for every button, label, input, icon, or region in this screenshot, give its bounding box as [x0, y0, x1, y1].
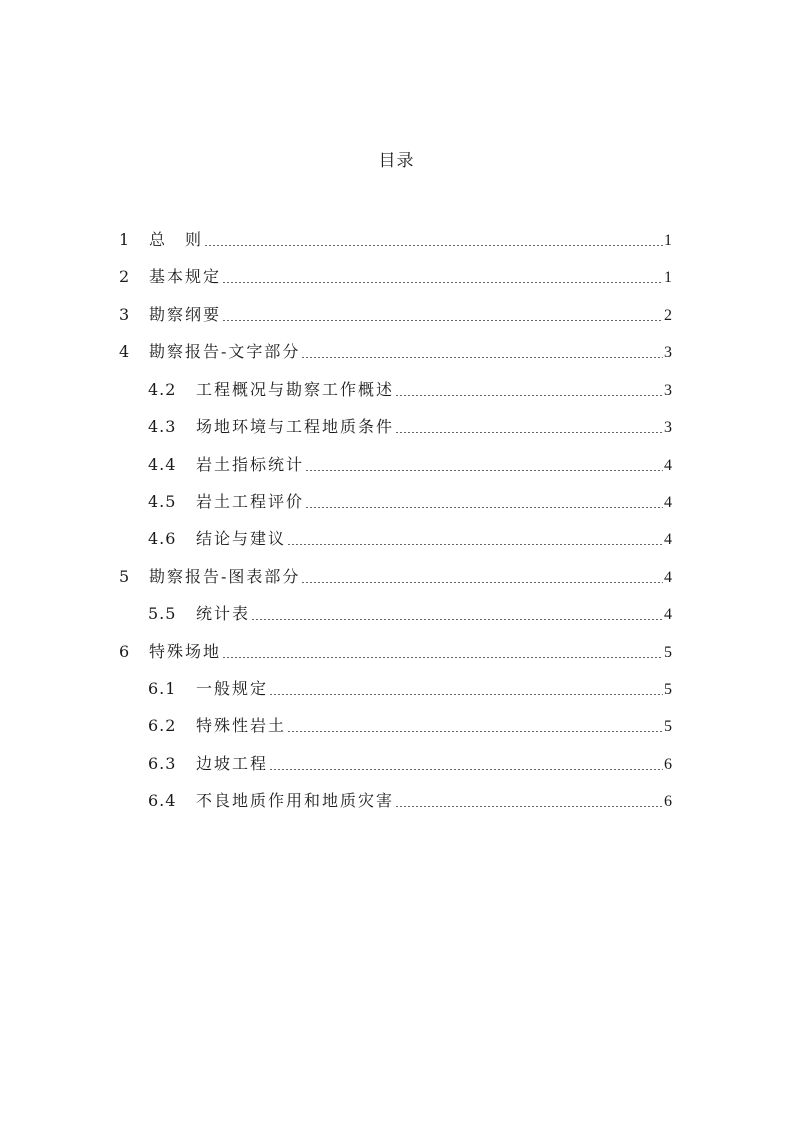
toc-entry-page: 4	[664, 494, 672, 511]
toc-entry-6-3[interactable]	[148, 752, 672, 776]
toc-entry-page: 4	[664, 606, 672, 623]
toc-entry-number: 6	[119, 642, 131, 661]
toc-entry-4-3[interactable]	[148, 415, 672, 439]
dot-leader	[269, 769, 663, 770]
dot-leader	[251, 619, 663, 620]
dot-leader	[222, 282, 663, 283]
toc-entry-label: 岩土指标统计	[196, 455, 305, 474]
toc-entry-number: 3	[119, 305, 131, 324]
toc-entry-page: 2	[664, 307, 672, 324]
dot-leader	[287, 731, 663, 732]
toc-entry-label: 一般规定	[196, 679, 269, 698]
toc-entry-number: 6.1	[148, 679, 177, 698]
dot-leader	[204, 245, 663, 246]
toc-entry-6-4[interactable]	[148, 789, 672, 813]
toc-entry-number: 5	[119, 567, 131, 586]
toc-entry-label: 特殊性岩土	[196, 716, 287, 735]
toc-entry-5[interactable]	[119, 565, 672, 589]
toc-entry-page: 4	[664, 457, 672, 474]
dot-leader	[395, 806, 663, 807]
toc-entry-page: 3	[664, 382, 672, 399]
toc-entry-number: 4.4	[148, 455, 177, 474]
dot-leader	[222, 320, 663, 321]
dot-leader	[301, 582, 663, 583]
toc-entry-4-6[interactable]	[148, 527, 672, 551]
toc-entry-label: 勘察纲要	[149, 305, 222, 324]
toc-entry-number: 4.3	[148, 417, 177, 436]
toc-entry-label: 基本规定	[149, 267, 222, 286]
toc-entry-page: 6	[664, 756, 672, 773]
toc-entry-number: 2	[119, 267, 131, 286]
toc-entry-4-4[interactable]	[148, 453, 672, 477]
toc-entry-number: 6.2	[148, 716, 177, 735]
dot-leader	[305, 507, 663, 508]
toc-entry-label: 统计表	[196, 604, 251, 623]
toc-entry-label: 勘察报告-文字部分	[149, 342, 301, 361]
toc-entry-page: 3	[664, 419, 672, 436]
toc-entry-label: 特殊场地	[149, 642, 222, 661]
dot-leader	[269, 694, 663, 695]
toc-entry-page: 5	[664, 718, 672, 735]
toc-entry-3[interactable]	[119, 303, 672, 327]
dot-leader	[301, 357, 663, 358]
toc-entry-label: 岩土工程评价	[196, 492, 305, 511]
toc-entry-page: 5	[664, 644, 672, 661]
toc-entry-label: 工程概况与勘察工作概述	[196, 380, 395, 399]
toc-entry-6[interactable]	[119, 640, 672, 664]
toc-entry-label: 边坡工程	[196, 754, 269, 773]
toc-entry-label: 场地环境与工程地质条件	[196, 417, 395, 436]
toc-entry-page: 4	[664, 531, 672, 548]
toc-entry-5-5[interactable]	[148, 602, 672, 626]
toc-entry-number: 1	[119, 230, 131, 249]
toc-entry-6-2[interactable]	[148, 714, 672, 738]
toc-entry-number: 4	[119, 342, 131, 361]
toc-entry-4[interactable]	[119, 340, 672, 364]
dot-leader	[222, 657, 663, 658]
toc-entry-number: 4.6	[148, 529, 177, 548]
toc-entry-page: 6	[664, 793, 672, 810]
toc-entry-2[interactable]	[119, 265, 672, 289]
toc-entry-label: 不良地质作用和地质灾害	[196, 791, 395, 810]
toc-entry-number: 4.5	[148, 492, 177, 511]
toc-entry-page: 3	[664, 344, 672, 361]
toc-title: 目录	[378, 151, 415, 171]
toc-entry-number: 4.2	[148, 380, 177, 399]
dot-leader	[287, 544, 663, 545]
toc-entry-number: 6.3	[148, 754, 177, 773]
toc-entry-number: 5.5	[148, 604, 177, 623]
toc-entry-4-5[interactable]	[148, 490, 672, 514]
toc-entry-number: 6.4	[148, 791, 177, 810]
dot-leader	[305, 470, 663, 471]
toc-entry-4-2[interactable]	[148, 378, 672, 402]
toc-entry-page: 1	[664, 269, 672, 286]
toc-entry-label: 勘察报告-图表部分	[149, 567, 301, 586]
dot-leader	[395, 432, 663, 433]
toc-entry-page: 4	[664, 569, 672, 586]
toc-entry-label: 总 则	[149, 230, 204, 249]
dot-leader	[395, 395, 663, 396]
toc-entry-6-1[interactable]	[148, 677, 672, 701]
toc-entry-page: 5	[664, 681, 672, 698]
toc-entry-label: 结论与建议	[196, 529, 287, 548]
toc-entry-1[interactable]	[119, 228, 672, 252]
toc-entry-page: 1	[664, 232, 672, 249]
